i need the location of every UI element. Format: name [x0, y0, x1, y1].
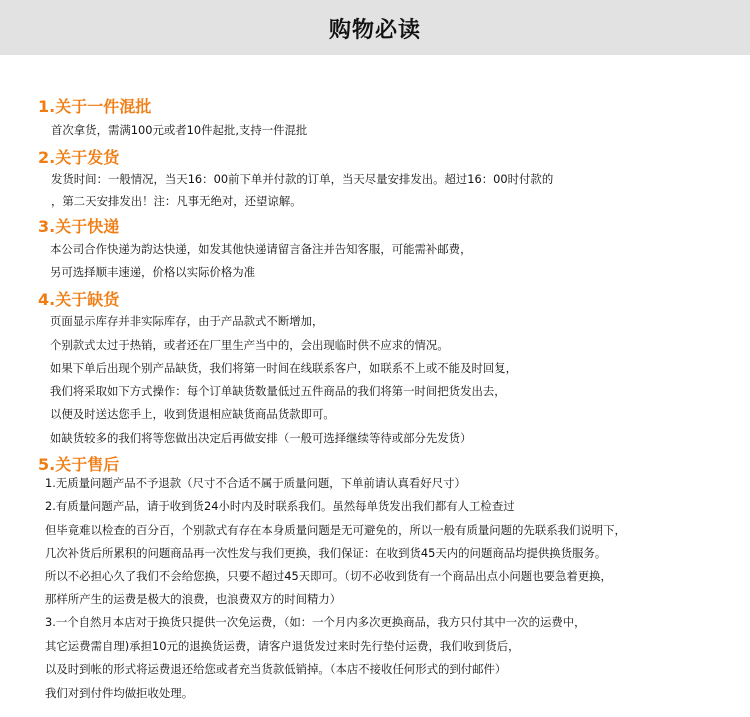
header-bar	[0, 0, 750, 55]
section-line: 另可选择顺丰速递，价格以实际价格为准	[50, 265, 256, 279]
section-line: 所以不必担心久了我们不会给您换，只要不超过45天即可。（切不必收到货有一个商品出点小问题也要急着更换，	[45, 569, 612, 583]
section-line: 2.有质量问题产品，请于收到货24小时内及时联系我们。虽然每单货发出我们都有人工检查过	[45, 499, 515, 513]
section-line: 我们对到付件均做拒收处理。	[45, 686, 194, 700]
section-line: ，第二天安排发出！注：凡事无绝对，还望谅解。	[51, 194, 302, 208]
section-line: 如缺货较多的我们将等您做出决定后再做安排（一般可选择继续等待或部分先发货）	[50, 431, 472, 445]
section-title-shipping: 2.关于发货	[38, 148, 120, 167]
section-line: 如果下单后出现个别产品缺货，我们将第一时间在线联系客户，如联系不上或不能及时回复，	[50, 361, 518, 375]
section-title-wholesale: 1.关于一件混批	[38, 97, 152, 116]
section-line: 1.无质量问题产品不予退款（尺寸不合适不属于质量问题，下单前请认真看好尺寸）	[45, 476, 466, 490]
section-line: 发货时间：一般情况，当天16：00前下单并付款的订单，当天尽量安排发出。超过16：00时付款的	[51, 172, 554, 186]
section-title-stockout: 4.关于缺货	[38, 290, 120, 309]
section-line: 几次补货后所累积的问题商品再一次性发与我们更换，我们保证：在收到货45天内的问题商品均提供换货服务。	[45, 546, 607, 560]
page-title: 购物必读	[328, 18, 421, 43]
section-title-express: 3.关于快递	[38, 217, 120, 236]
section-line: 其它运费需自理)承担10元的退换货运费，请客户退货发过来时先行垫付运费，我们收到货后，	[45, 639, 520, 653]
section-line: 首次拿货，需满100元或者10件起批,支持一件混批	[51, 123, 308, 137]
section-line: 但毕竟难以检查的百分百，个别款式有存在本身质量问题是无可避免的，所以一般有质量问题的先联系我们说明下，	[45, 523, 626, 537]
section-line: 页面显示库存并非实际库存，由于产品款式不断增加，	[50, 314, 324, 328]
section-line: 那样所产生的运费是极大的浪费，也浪费双方的时间精力）	[45, 592, 342, 606]
section-line: 个别款式太过于热销，或者还在厂里生产当中的，会出现临时供不应求的情况。	[50, 338, 449, 352]
section-line: 我们将采取如下方式操作：每个订单缺货数量低过五件商品的我们将第一时间把货发出去，	[50, 384, 506, 398]
section-line: 3.一个自然月本店对于换货只提供一次免运费，（如：一个月内多次更换商品，我方只付其中一次的运费中，	[45, 615, 586, 629]
section-title-after-sales: 5.关于售后	[38, 455, 120, 474]
section-line: 以便及时送达您手上，收到货退相应缺货商品货款即可。	[50, 407, 335, 421]
section-line: 本公司合作快递为韵达快递，如发其他快递请留言备注并告知客服，可能需补邮费，	[50, 242, 472, 256]
section-line: 以及时到帐的形式将运费退还给您或者充当货款低销掉。（本店不接收任何形式的到付邮件）	[45, 662, 507, 676]
